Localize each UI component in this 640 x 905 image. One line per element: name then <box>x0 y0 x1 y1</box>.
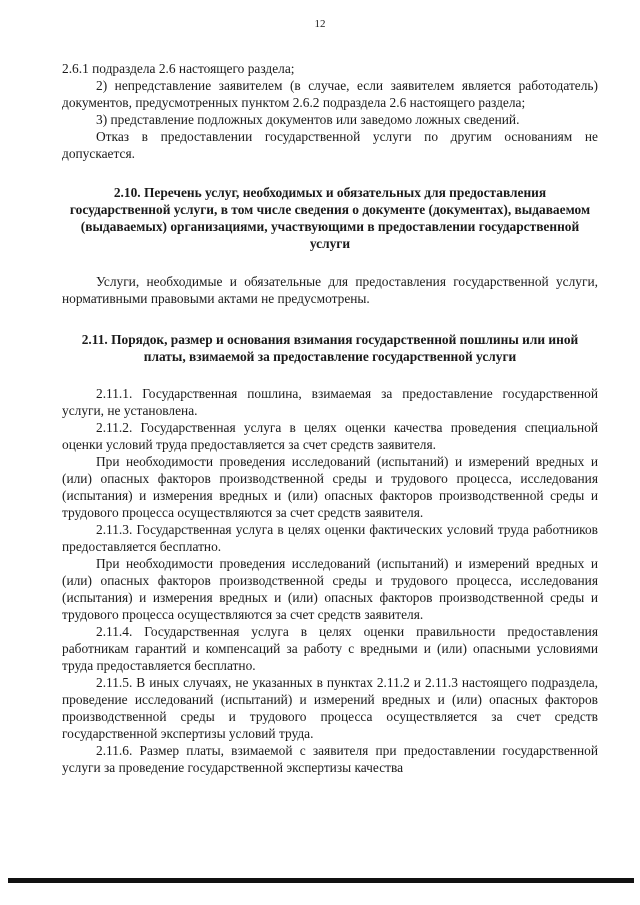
paragraph: Отказ в предоставлении государственной услуги по другим основаниям не допускается. <box>62 129 598 161</box>
paragraph: 2.11.3. Государственная услуга в целях оценки фактических условий труда работников предоставляется бесплатно. <box>62 522 598 554</box>
paragraph: При необходимости проведения исследований (испытаний) и измерений вредных и (или) опасных факторов производственной среды и трудового процесса, исследования (испытания) и измерения вредных и (или) опасных факторов производственной среды и трудового процесса осуществляются за счет средств заявителя. <box>62 556 598 622</box>
paragraph: 2.11.4. Государственная услуга в целях оценки правильности предоставления работникам гарантий и компенсаций за работу с вредными и (или) опасными условиями труда предоставляется бесплатно. <box>62 624 598 673</box>
paragraph: 2.11.1. Государственная пошлина, взимаемая за предоставление государственной услуги, не установлена. <box>62 386 598 418</box>
page-number: 12 <box>314 18 326 30</box>
paragraph: 2.11.6. Размер платы, взимаемой с заявителя при предоставлении государственной услуги за проведение государственной экспертизы качества <box>62 743 598 775</box>
paragraph: 2.11.2. Государственная услуга в целях оценки качества проведения специальной оценки условий труда предоставляется за счет средств заявителя. <box>62 420 598 452</box>
paragraph: 2.6.1 подраздела 2.6 настоящего раздела; <box>62 61 295 76</box>
paragraph: При необходимости проведения исследований (испытаний) и измерений вредных и (или) опасных факторов производственной среды и трудового процесса, исследования (испытания) и измерения вредных и (или) опасных факторов производственной среды и трудового процесса осуществляются за счет средств заявителя. <box>62 454 598 520</box>
page-bottom-rule <box>8 878 634 883</box>
paragraph: 2) непредставление заявителем (в случае, если заявителем является работодатель) документов, предусмотренных пунктом 2.6.2 подраздела 2.6 настоящего раздела; <box>62 78 598 110</box>
paragraph: Услуги, необходимые и обязательные для предоставления государственной услуги, нормативными правовыми актами не предусмотрены. <box>62 274 598 306</box>
section-heading-2-11: 2.11. Порядок, размер и основания взимания государственной пошлины или иной платы, взимаемой за предоставление государственной услуги <box>81 332 579 364</box>
paragraph: 2.11.5. В иных случаях, не указанных в пунктах 2.11.2 и 2.11.3 настоящего подраздела, проведение исследований (испытаний) и измерений вредных и (или) опасных факторов производственной среды и трудового процесса осуществляется за счет средств государственной экспертизы условий труда. <box>62 675 598 741</box>
document-body <box>62 60 598 776</box>
paragraph: 3) представление подложных документов или заведомо ложных сведений. <box>96 112 520 127</box>
section-heading-2-10: 2.10. Перечень услуг, необходимых и обязательных для предоставления государственной услуги, в том числе сведения о документе (документах), выдаваемом (выдаваемых) организациями, участвующими в предоставлении государственной услуги <box>69 185 591 251</box>
